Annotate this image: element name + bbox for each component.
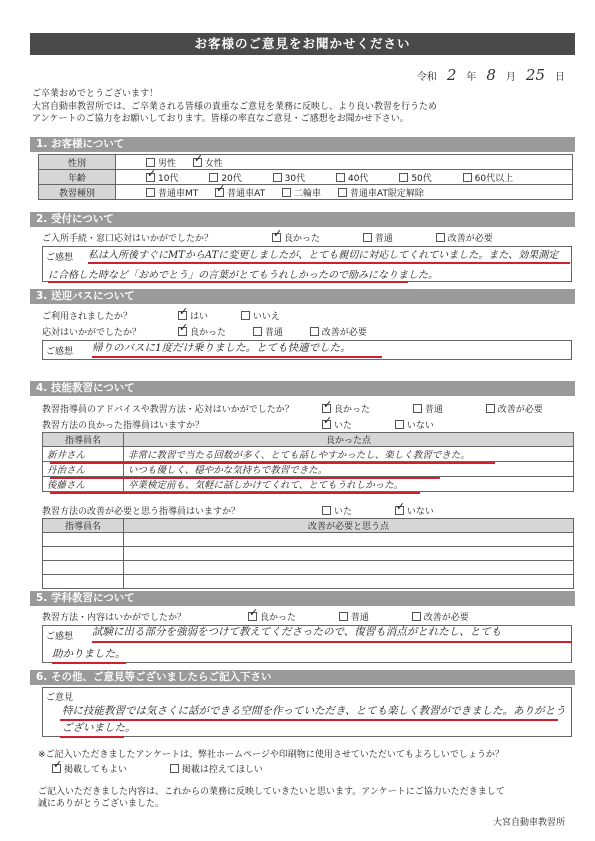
section-5-title: 5. 学科教習について [30, 591, 575, 606]
option-no[interactable]: いいえ [241, 309, 280, 322]
option-age-60s[interactable]: 60代以上 [463, 171, 513, 184]
instructor-point-cell[interactable] [124, 533, 574, 547]
checkbox[interactable] [282, 188, 291, 197]
intro-text [32, 88, 437, 126]
underline [50, 477, 440, 479]
instructor-point-cell[interactable] [124, 561, 574, 575]
underline [88, 262, 570, 264]
instructor-name-cell[interactable] [43, 575, 124, 589]
table-row [43, 447, 574, 462]
intro-line: ご卒業おめでとうございます！ [32, 89, 159, 99]
consent-question: ※ご記入いただきましたアンケートは、弊社ホームページや印刷物に使用させていただいてもよろしいでしょうか？ [38, 750, 504, 760]
option-good[interactable]: ✓ 良かった [248, 610, 296, 623]
date-day-unit: 日 [555, 72, 565, 83]
reception-comment-line1: 私は入所後すぐにMTからATに変更しましたが、とても親切に対応してくれていました。また、効果測定 [88, 250, 559, 261]
checkbox[interactable] [322, 420, 331, 429]
option-normal[interactable]: 普通 [363, 231, 393, 244]
table-row [43, 547, 574, 561]
checkbox[interactable] [272, 233, 281, 242]
gender-options [116, 155, 573, 170]
table-row [43, 462, 574, 477]
instructor-point-cell[interactable] [124, 575, 574, 589]
option-female[interactable]: ✓ 女性 [193, 156, 223, 169]
intro-line: アンケートのご協力をお願いしております。皆様の率直なご意見・ご感想をお聞かせ下さい。 [32, 114, 409, 124]
checkbox[interactable] [413, 404, 422, 413]
checkbox[interactable] [395, 420, 404, 429]
section-6-title: 6. その他、ご意見等ございましたらご記入下さい [30, 670, 575, 685]
option-motorcycle[interactable]: 二輪車 [282, 186, 321, 199]
footer-line: 誠にありがとうございました。 [38, 799, 165, 809]
option-allow-publish[interactable]: ✓掲載してもよい [52, 762, 127, 775]
checkbox[interactable] [336, 173, 345, 182]
other-comment-line2: ございました。 [62, 722, 136, 734]
option-age-30s[interactable]: 30代 [273, 171, 305, 184]
option-needs-improvement[interactable]: 改善が必要 [436, 231, 493, 244]
bad-instructor-table [42, 518, 574, 589]
customer-table [38, 154, 573, 200]
date-day[interactable]: 25 [525, 66, 545, 84]
checkbox[interactable] [146, 188, 155, 197]
option-decline-publish[interactable]: 掲載は控えてほしい [170, 762, 263, 775]
footer-text [38, 786, 505, 810]
option-good[interactable]: ✓ 良かった [272, 231, 320, 244]
option-good[interactable]: ✓ 良かった [322, 402, 370, 415]
instructor-name[interactable]: 新井さん [43, 447, 124, 462]
bad-instructor-options [322, 504, 448, 517]
bus-usage-options [178, 309, 294, 322]
age-options [116, 170, 573, 185]
checkbox[interactable] [395, 506, 404, 515]
comment-label: ご感想 [46, 632, 74, 642]
reception-comment-line2: に合格した時など「おめでとう」の言葉がとてもうれしかったので励みになりました。 [48, 270, 438, 281]
skill-advice-question: 教習指導員のアドバイスや教習方法・応対はいかがでしたか？ [42, 405, 294, 415]
option-at[interactable]: ✓ 普通車AT [215, 186, 265, 199]
underline [48, 281, 408, 283]
reception-question: ご入所手続・窓口応対はいかがでしたか？ [42, 234, 214, 244]
option-needs-improvement[interactable]: 改善が必要 [310, 325, 367, 338]
checkbox[interactable] [241, 311, 250, 320]
option-normal[interactable]: 普通 [339, 610, 369, 623]
bus-usage-question: ご利用されましたか？ [42, 312, 133, 322]
age-label: 年齢 [39, 170, 116, 185]
table-row [43, 533, 574, 547]
date-era: 令和 [416, 72, 437, 83]
section-3-title: 3. 送迎バスについて [30, 289, 575, 304]
checkbox[interactable] [399, 173, 408, 182]
survey-title: お客様のご意見をお聞かせください [30, 33, 575, 55]
checkbox[interactable] [193, 158, 202, 167]
option-at-lift[interactable]: 普通車AT限定解除 [338, 186, 424, 199]
good-instructor-question: 教習方法の良かった指導員はいますか？ [42, 421, 205, 431]
checkbox[interactable] [178, 327, 187, 336]
checkbox[interactable] [170, 764, 179, 773]
bad-instructor-question: 教習方法の改善が必要と思う指導員はいますか？ [42, 507, 241, 517]
date-month-unit: 月 [505, 72, 516, 83]
checkbox[interactable] [215, 188, 224, 197]
section-4-title: 4. 技能教習について [30, 381, 575, 396]
bus-comment: 帰りのバスに1度だけ乗りました。とても快適でした。 [92, 342, 351, 354]
option-age-50s[interactable]: 50代 [399, 171, 431, 184]
instructor-point[interactable]: 非常に教習で当たる回数が多く、とても話しやすかったし、楽しく教習できた。 [124, 447, 574, 462]
column-header-name: 指導員名 [43, 519, 124, 533]
intro-line: 大宮自動車教習所では、ご卒業される皆様の貴重なご意見を業務に反映し、より良い教習を行うため [32, 101, 438, 112]
instructor-name[interactable]: 後藤さん [43, 477, 124, 492]
lecture-options [248, 610, 483, 623]
comment-label: ご感想 [46, 253, 74, 263]
column-header-name: 指導員名 [43, 433, 124, 447]
instructor-name-cell[interactable] [43, 561, 124, 575]
checkbox[interactable] [363, 233, 372, 242]
lecture-comment-line2: 助かりました。 [52, 648, 126, 660]
underline [52, 662, 126, 664]
option-no[interactable]: いない [395, 418, 434, 431]
checkbox[interactable] [253, 327, 262, 336]
option-male[interactable]: 男性 [146, 156, 176, 169]
checkbox[interactable] [310, 327, 319, 336]
footer-line: ご記入いただきました内容は、これからの業務に反映していきたいと思います。アンケートにご協力いただきまして [38, 787, 505, 797]
section-2-title: 2. 受付について [30, 212, 575, 227]
checkbox[interactable] [338, 188, 347, 197]
lecture-comment-line1: 試験に出る部分を強弱をつけて教えてくださったので、復習も消点がとれたし、とても [92, 626, 502, 638]
checkbox[interactable] [52, 764, 61, 773]
checkbox[interactable] [146, 173, 155, 182]
course-options [116, 185, 573, 200]
section-1-title: 1. お客様について [30, 137, 575, 152]
instructor-name[interactable]: 丹治さん [43, 462, 124, 477]
checkbox[interactable] [209, 173, 218, 182]
checkbox[interactable] [273, 173, 282, 182]
instructor-point[interactable]: いつも優しく、穏やかな気持ちで教習できた。 [124, 462, 574, 477]
checkbox[interactable] [178, 311, 187, 320]
comment-label: ご感想 [46, 347, 74, 357]
reception-options [272, 231, 507, 244]
checkbox[interactable] [339, 612, 348, 621]
gender-label: 性別 [39, 155, 116, 170]
bus-service-options [178, 325, 381, 338]
consent-options [52, 762, 277, 775]
date [417, 66, 565, 84]
organization-name: 大宮自動車教習所 [492, 818, 565, 828]
lecture-question: 教習方法・内容はいかがでしたか？ [42, 613, 187, 623]
option-needs-improvement[interactable]: 改善が必要 [412, 610, 469, 623]
table-row [43, 477, 574, 492]
column-header-point: 良かった点 [124, 433, 574, 447]
instructor-point-cell[interactable] [124, 547, 574, 561]
comment-label: ご意見 [46, 693, 74, 703]
underline [92, 641, 572, 643]
good-instructor-options [322, 418, 448, 431]
option-yes[interactable]: いた [322, 504, 352, 517]
option-yes[interactable]: ✓ はい [178, 309, 208, 322]
option-normal[interactable]: 普通 [413, 402, 443, 415]
checkbox[interactable] [322, 506, 331, 515]
date-year-unit: 年 [466, 72, 477, 83]
checkbox[interactable] [322, 404, 331, 413]
option-needs-improvement[interactable]: 改善が必要 [486, 402, 543, 415]
column-header-point: 改善が必要と思う点 [124, 519, 574, 533]
option-yes[interactable]: ✓ いた [322, 418, 352, 431]
table-row [43, 561, 574, 575]
option-normal[interactable]: 普通 [253, 325, 283, 338]
underline [92, 356, 382, 358]
option-age-20s[interactable]: 20代 [209, 171, 241, 184]
date-year[interactable]: 2 [446, 66, 457, 84]
instructor-name-cell[interactable] [43, 533, 124, 547]
underline [50, 492, 420, 494]
option-age-10s[interactable]: ✓ 10代 [146, 171, 178, 184]
bus-service-question: 応対はいかがでしたか？ [42, 328, 142, 338]
course-label: 教習種別 [39, 185, 116, 200]
date-month[interactable]: 8 [486, 66, 496, 84]
option-age-40s[interactable]: 40代 [336, 171, 368, 184]
checkbox[interactable] [486, 404, 495, 413]
skill-advice-options [322, 402, 557, 415]
instructor-point[interactable]: 卒業検定前も、気軽に話しかけてくれて、とてもうれしかった。 [124, 477, 574, 492]
checkbox[interactable] [436, 233, 445, 242]
underline [50, 462, 495, 464]
table-row [43, 575, 574, 589]
checkbox[interactable] [146, 158, 155, 167]
option-no[interactable]: ✓ いない [395, 504, 434, 517]
option-mt[interactable]: 普通車MT [146, 186, 198, 199]
option-good[interactable]: ✓ 良かった [178, 325, 226, 338]
checkbox[interactable] [463, 173, 472, 182]
checkbox[interactable] [412, 612, 421, 621]
other-comment-line1: 特に技能教習では気さくに話ができる空間を作っていただき、とても楽しく教習ができました。ありがとう [62, 705, 566, 717]
underline [60, 736, 124, 738]
instructor-name-cell[interactable] [43, 547, 124, 561]
checkbox[interactable] [248, 612, 257, 621]
